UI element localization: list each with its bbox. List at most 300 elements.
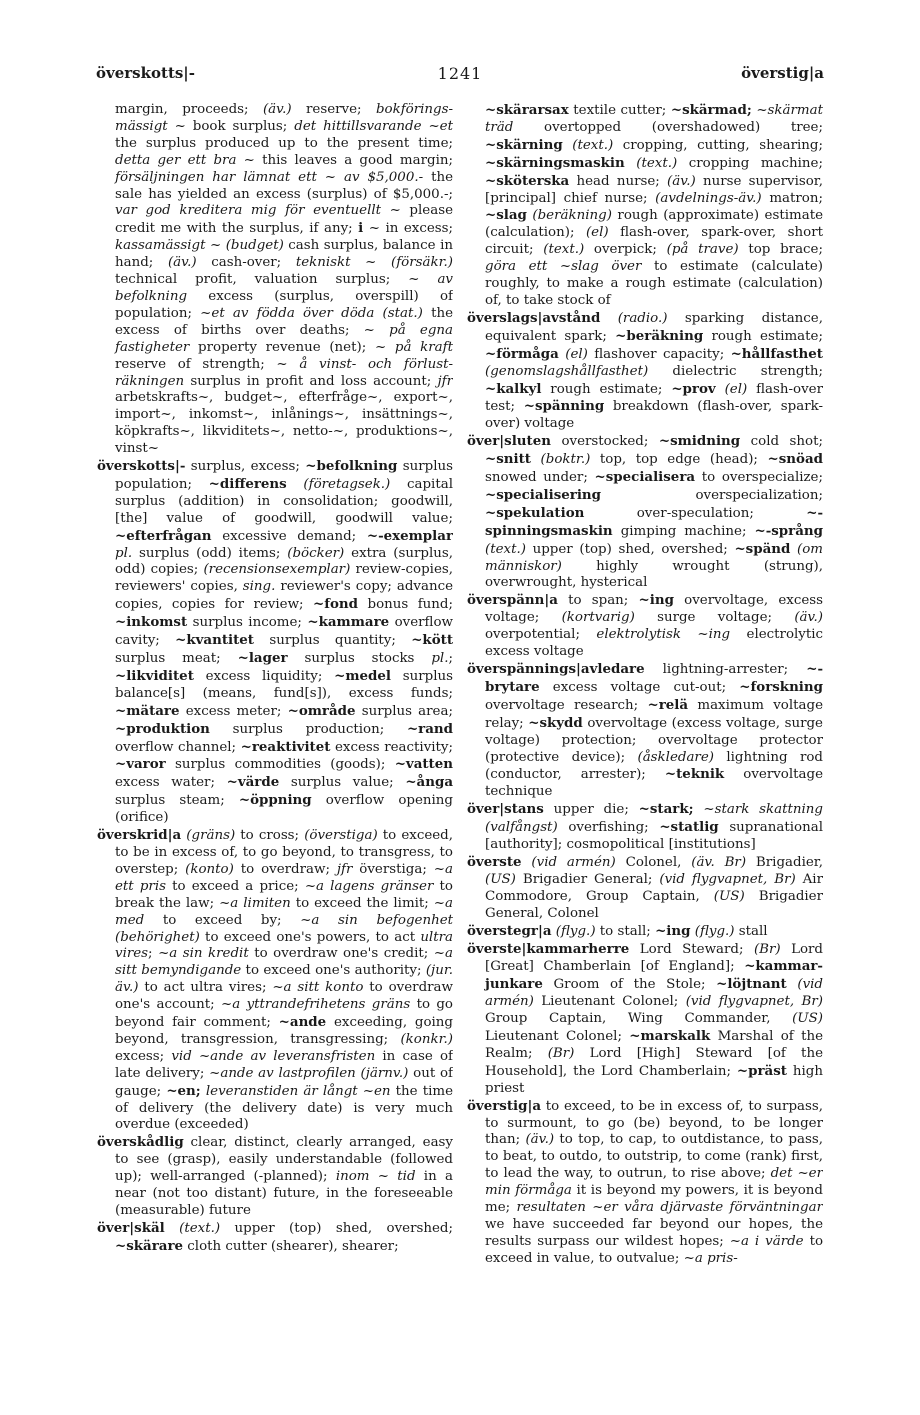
headword: överste|kammarherre: [467, 940, 630, 957]
usage-note: jfr: [437, 373, 453, 389]
headword: överskrid|a: [97, 827, 182, 844]
usage-note: (flyg.): [555, 923, 596, 939]
entry-text: Lord [High] Steward [of the Household], the Lord Chamberlain;: [485, 1045, 823, 1079]
usage-note: ~a sitt konto: [272, 980, 364, 996]
usage-note: (äv.): [667, 173, 696, 189]
entry-text: [563, 138, 573, 153]
entry-text: surplus income;: [187, 615, 308, 631]
sub-headword: ~kvantitet: [175, 632, 254, 649]
usage-note: (äv.): [262, 102, 292, 117]
dictionary-entry: [467, 801, 823, 854]
entry-text: we have succeeded far beyond our hopes, the results surpass our wildest hopes;: [485, 1217, 823, 1249]
entry-text: breakdown (flash-over, spark-over) voltage: [485, 399, 823, 432]
entry-text: to top, to cap, to outdistance, to pass, to beat, to outdo, to outstrip, to come (rank) first, to lead the way, to outrun, to rise above;: [485, 1132, 823, 1182]
entry-text: Air Commodore, Group Captain,: [485, 871, 823, 904]
usage-note: (Br): [753, 941, 781, 957]
usage-note: på kraft: [394, 339, 453, 355]
entry-text: to overdraw;: [233, 861, 337, 877]
headword: överspännings|avledare: [467, 661, 645, 677]
sub-headword: ~specialisering: [485, 486, 602, 503]
entry-text: review-copies, reviewers' copies,: [115, 562, 453, 595]
usage-note: (boktr.): [540, 452, 591, 468]
entry-text: to act ultra vires;: [138, 980, 273, 996]
entry-text: upper (top) shed, overshed;: [525, 541, 735, 557]
dictionary-entry: [467, 433, 823, 592]
usage-note: (recensionsexemplar): [203, 562, 351, 578]
usage-note: inom ~ tid: [335, 1169, 416, 1185]
dictionary-entry: [467, 854, 823, 923]
entry-text: [531, 452, 541, 467]
entry-text: overflow opening (orifice): [115, 793, 453, 826]
entry-text: [165, 1221, 179, 1236]
dictionary-entry: [97, 1220, 453, 1256]
entry-text: Marshal of the Realm;: [485, 1029, 823, 1061]
entry-text: flashover capacity;: [587, 346, 731, 362]
entry-text: Brigadier General;: [515, 871, 660, 887]
usage-note: pl.: [431, 651, 449, 666]
sub-headword: ~kalkyl: [485, 380, 542, 397]
entry-text: overvoltage (excess voltage, surge voltage) protection; overvoltage protector (protective device);: [485, 715, 823, 765]
sub-headword: ~sköterska: [485, 172, 570, 189]
sub-headword: ~område: [287, 702, 356, 719]
entry-text: Brigadier General, Colonel: [485, 888, 823, 921]
entry-text: ~ please credit me with the surplus, if any;: [115, 203, 453, 237]
usage-note: (flyg.): [694, 923, 735, 939]
entry-text: to overdraw one's account;: [115, 980, 453, 1013]
usage-note: ~a i värde: [729, 1233, 804, 1249]
sub-headword: ~spänd: [734, 540, 791, 557]
entry-text: top, top edge (head);: [590, 452, 768, 468]
dictionary-entry: [467, 310, 823, 433]
sub-headword: ~skärningsmaskin: [485, 154, 625, 171]
usage-note: ~ande av lastprofilen (järnv.): [209, 1065, 409, 1081]
entry-text: surplus (odd) items;: [132, 545, 288, 561]
sub-headword: ~-spinningsmaskin: [485, 504, 823, 539]
usage-note: göra ett ~slag över: [485, 259, 642, 275]
headword: överspänn|a: [467, 592, 558, 609]
entry-text: textile cutter;: [568, 103, 671, 118]
entry-text: Brigadier,: [746, 854, 823, 870]
usage-note: (radio.): [617, 310, 668, 326]
entry-text: överstiga;: [352, 861, 434, 877]
usage-note: ~a limiten: [219, 895, 291, 911]
dictionary-entry: [467, 661, 823, 801]
entry-text: cold shot;: [740, 434, 823, 450]
entry-text: upper (top) shed, overshed;: [220, 1220, 453, 1236]
entry-text: sparking distance, equivalent spark;: [485, 310, 823, 344]
usage-note: (på trave): [666, 242, 739, 258]
entry-text: to exceed one's authority;: [241, 963, 426, 979]
usage-note: (text.): [636, 155, 678, 171]
usage-note: (vid flygvapnet, Br): [685, 994, 823, 1010]
dictionary-entry: [97, 458, 453, 827]
entry-text: to estimate (calculate) roughly, to make a rough estimate (calculation) of, to take stock of: [485, 259, 823, 308]
dictionary-entry: [467, 923, 823, 941]
entry-text: overvoltage, excess voltage;: [485, 593, 823, 626]
usage-note: det hittillsvarande ~et: [294, 118, 453, 134]
entry-text: [694, 802, 704, 817]
entry-text: [787, 977, 798, 992]
headword: överskådlig: [97, 1134, 184, 1151]
entry-text: overtopped (overshadowed) tree;: [513, 119, 823, 135]
entry-text: overspecialization;: [601, 487, 823, 503]
entry-text: to exceed, to be in excess of, to surpass, to surmount, to go (be) beyond, to be longer than;: [485, 1098, 823, 1148]
entry-text: gimping machine;: [612, 523, 755, 539]
entry-text: the surplus produced up to the present time;: [115, 135, 453, 151]
entry-text: Lieutenant Colonel;: [533, 994, 686, 1010]
entry-text: overstocked;: [550, 434, 659, 450]
usage-note: (text.): [572, 137, 614, 153]
headword: överskotts|-: [97, 458, 186, 475]
sub-headword: ~snitt: [485, 451, 531, 468]
sub-headword: ~ing: [638, 592, 674, 609]
sub-headword: ~kammare: [307, 614, 390, 631]
usage-note: (jur. äv.): [115, 963, 453, 996]
usage-note: resultaten ~er våra djärvaste förväntningar: [516, 1200, 823, 1216]
sub-headword: ~mätare: [115, 702, 180, 719]
entry-text: [287, 477, 304, 492]
entry-text: to exceed the limit;: [290, 895, 434, 911]
entry-text: Lord Steward;: [629, 941, 754, 957]
entry-text: excess (surplus, overspill) of population;: [115, 288, 453, 321]
entry-text: to cross;: [235, 828, 305, 844]
sub-headword: ~skärning: [485, 136, 563, 153]
usage-note: elektrolytisk ~ing: [596, 627, 731, 643]
usage-note: ~a lagens gränser: [304, 878, 434, 894]
entry-text: ~: [205, 238, 226, 254]
entry-text: high priest: [485, 1063, 823, 1096]
usage-note: (om människor): [485, 541, 823, 574]
usage-note: på egna fastigheter: [115, 322, 453, 355]
usage-note: sing.: [242, 579, 276, 595]
usage-note: ~a med: [115, 895, 453, 928]
entry-text: ;: [148, 946, 159, 962]
sub-headword: ~spänning: [523, 398, 605, 415]
sub-headword: ~likviditet: [115, 667, 194, 684]
usage-note: (US): [485, 871, 516, 887]
sub-headword: ~befolkning: [305, 458, 398, 475]
entry-text: to exceed one's powers, to act: [199, 929, 421, 945]
entry-text: [600, 311, 617, 326]
usage-note: (gräns): [186, 828, 236, 844]
entry-text: head nurse;: [569, 173, 668, 189]
entry-text: upper die;: [543, 802, 639, 818]
dictionary-entry: [97, 827, 453, 1134]
entry-text: extra (surplus, odd) copies;: [115, 545, 453, 578]
sub-headword: ~kött: [411, 632, 453, 649]
usage-note: bokförings-mässigt: [115, 102, 453, 134]
right-guide-word: överstig|a: [741, 64, 824, 82]
usage-note: (vid flygvapnet, Br): [659, 871, 796, 887]
sub-headword: ~hållfasthet: [730, 345, 823, 362]
entry-text: over-speculation;: [584, 505, 807, 521]
usage-note: (äv. Br): [691, 854, 747, 870]
entry-text: Lord [Great] Chamberlain [of England];: [485, 941, 823, 975]
entry-text: excess meter;: [179, 703, 288, 719]
usage-note: ~a sitt bemyndigande: [115, 946, 453, 979]
headword: över|stans: [467, 801, 544, 818]
entry-text: to go beyond fair comment;: [115, 997, 453, 1031]
entry-text: cloth cutter (shearer), shearer;: [183, 1238, 399, 1254]
entry-text: overflow channel;: [115, 739, 241, 755]
sub-headword: ~-brytare: [485, 661, 823, 695]
entry-text: surplus in profit and loss account;: [184, 373, 438, 389]
entry-text: highly wrought (strung), overwrought, hysterical: [485, 558, 823, 591]
usage-note: (överstiga): [304, 828, 378, 844]
entry-text: lightning rod (conductor, arrester);: [485, 749, 823, 783]
entry-continuation: [97, 102, 453, 458]
entry-text: out of gauge;: [115, 1065, 453, 1099]
sub-headword: ~kammar-junkare: [485, 958, 823, 993]
sub-headword: ~ånga: [405, 774, 453, 791]
usage-note: å vinst- och förlust-räkningen: [115, 356, 453, 389]
entry-text: bonus fund;: [358, 597, 453, 613]
usage-note: ~skärmat träd: [485, 103, 823, 135]
sub-headword: ~snöad: [767, 451, 823, 468]
usage-note: pl.: [115, 545, 133, 561]
sub-headword: ~fond: [313, 596, 359, 613]
entry-text: excessive demand;: [211, 528, 367, 544]
entry-text: excess water;: [115, 775, 227, 791]
entry-text: it is beyond my powers, it is beyond me;: [485, 1183, 823, 1216]
sub-headword: ~efterfrågan: [115, 527, 212, 544]
usage-note: (genomslagshållfasthet): [485, 363, 649, 379]
sub-headword: ~skydd: [528, 714, 583, 731]
entry-text: the time of delivery (the delivery date) is very much overdue (exceeded): [115, 1083, 453, 1133]
sub-headword: ~löjtnant: [716, 976, 787, 993]
entry-text: flash-over test;: [485, 381, 823, 415]
entry-text: ~: [350, 255, 391, 271]
usage-note: (äv.): [525, 1132, 555, 1148]
sub-headword: ~smidning: [658, 433, 741, 450]
sub-headword: ~spekulation: [485, 504, 585, 521]
entry-text: Groom of the Stole;: [542, 977, 717, 993]
usage-note: (konkr.): [400, 1031, 453, 1047]
entry-text: surplus stocks: [287, 651, 432, 666]
entry-text: to exceed a price;: [165, 878, 305, 894]
headword: över|skäl: [97, 1219, 165, 1236]
entry-text: surplus meat;: [115, 651, 238, 666]
sub-headword: ~reaktivitet: [240, 738, 331, 755]
sub-headword: ~öppning: [238, 792, 312, 809]
usage-note: (el): [724, 381, 748, 397]
usage-note: (försäkr.): [390, 255, 453, 271]
page-number: 1241: [437, 64, 483, 83]
sub-headword: ~skärmad;: [670, 102, 752, 118]
headword: överstegr|a: [467, 922, 552, 939]
entry-text: ;: [448, 651, 453, 666]
entry-text: maximum voltage relay;: [485, 697, 823, 731]
entry-text: overpotential;: [485, 627, 597, 643]
sub-headword: ~teknik: [664, 766, 725, 783]
entry-text: flash-over, spark-over, short circuit;: [485, 225, 823, 258]
entry-text: overvoltage technique: [485, 767, 823, 800]
sub-headword: ~-exemplar: [366, 527, 453, 544]
entry-text: to stall;: [595, 923, 656, 939]
usage-note: (äv.): [794, 610, 823, 626]
entry-text: to exceed, to be in excess of, to go beyond, to transgress, to overstep;: [115, 828, 453, 877]
entry-text: in case of late delivery;: [115, 1048, 453, 1081]
entry-text: technical profit, valuation surplus; ~: [115, 272, 438, 288]
usage-note: (avdelnings-äv.): [655, 190, 762, 206]
usage-note: ~et av födda över döda (stat.): [200, 305, 423, 321]
usage-note: (kortvarig): [561, 610, 635, 626]
entry-text: top brace;: [738, 242, 823, 258]
entry-text: property revenue (net); ~: [189, 339, 395, 355]
entry-text: in a near (not too distant) future, in the foreseeable (measurable) future: [115, 1169, 453, 1218]
sub-headword: ~stark;: [638, 801, 694, 818]
entry-text: Group Captain, Wing Commander,: [485, 1011, 793, 1027]
sub-headword: ~relä: [647, 696, 689, 713]
entry-text: to break the law;: [115, 878, 453, 911]
usage-note: (el): [565, 346, 588, 362]
usage-note: (US): [713, 888, 745, 904]
entry-text: electrolytic excess voltage: [485, 627, 823, 660]
usage-note: tekniskt: [295, 255, 351, 271]
usage-note: (text.): [485, 541, 526, 557]
entry-continuation: [467, 102, 823, 310]
entry-text: [716, 382, 725, 397]
sub-headword: ~vatten: [394, 756, 453, 773]
entry-text: surge voltage;: [634, 610, 795, 626]
usage-note: leveranstiden är långt ~en: [205, 1083, 391, 1099]
entry-text: snowed under;: [485, 470, 595, 486]
sub-headword: ~lager: [237, 650, 288, 666]
entry-text: reviewer's copy; advance copies, copies for review;: [115, 579, 453, 613]
entry-text: overflow cavity;: [115, 615, 453, 649]
usage-note: (text.): [543, 242, 585, 258]
headword: överstig|a: [467, 1097, 542, 1114]
sub-headword: ~präst: [736, 1062, 787, 1079]
entry-text: cash surplus, balance in hand;: [115, 238, 453, 271]
usage-note: (beräkning): [532, 208, 612, 224]
sub-headword: ~differens: [208, 475, 287, 492]
entry-text: ~ in excess;: [363, 221, 453, 237]
entry-text: Lieutenant Colonel;: [485, 1029, 630, 1045]
headword: över|sluten: [467, 433, 551, 450]
entry-text: surplus steam;: [115, 793, 239, 809]
entry-text: reserve of strength; ~: [115, 356, 300, 372]
entry-text: the sale has yielded an excess (surplus) of $5,000.-;: [115, 169, 453, 202]
usage-note: ~a pris-: [683, 1250, 738, 1266]
entry-text: stall: [734, 923, 768, 939]
entry-text: [625, 156, 637, 171]
usage-note: vid ~ande av leveransfristen: [171, 1048, 376, 1064]
sub-headword: ~forskning: [739, 678, 823, 695]
sub-headword: ~inkomst: [115, 614, 188, 631]
sub-headword: ~medel: [334, 667, 391, 684]
entry-text: to exceed by;: [144, 912, 301, 928]
usage-note: (företagsek.): [303, 476, 391, 492]
entry-text: to overdraw one's credit;: [248, 946, 434, 962]
entry-text: lightning-arrester;: [644, 662, 807, 677]
usage-note: (Br): [547, 1045, 575, 1061]
usage-note: (böcker): [287, 545, 345, 561]
usage-note: ~a yttrandefrihetens gräns: [221, 997, 411, 1013]
entry-text: clear, distinct, clearly arranged, easy to see (grasp), easily understandable (followed up); well-arranged (-planned);: [115, 1135, 453, 1185]
sub-headword: ~-språng: [754, 522, 823, 539]
sub-headword: ~värde: [226, 774, 280, 791]
entry-text: margin, proceeds;: [115, 102, 263, 117]
usage-note: (el): [585, 225, 609, 241]
sub-headword: ~varor: [115, 756, 166, 773]
sub-headword: ~ing: [655, 922, 691, 939]
page-header: [96, 64, 824, 88]
usage-note: ultra vires: [115, 929, 453, 962]
usage-note: (äv.): [167, 255, 197, 271]
sub-headword: ~beräkning: [615, 327, 704, 344]
entry-text: exceeding, going beyond, transgression, transgressing;: [115, 1015, 453, 1047]
dictionary-entry: [97, 1134, 453, 1220]
usage-note: (vid armén): [531, 854, 616, 870]
usage-note: var god kreditera mig för eventuellt: [115, 203, 382, 219]
entry-text: overfishing;: [557, 820, 660, 836]
sub-headword: ~en;: [166, 1082, 201, 1099]
entry-text: cropping, cutting, shearing;: [613, 137, 823, 153]
usage-note: ~stark skattning (valfångst): [485, 802, 823, 836]
entry-text: cropping machine;: [677, 155, 823, 171]
usage-note: av befolkning: [115, 272, 453, 304]
usage-note: detta ger ett bra: [115, 152, 237, 168]
entry-text: ~ book surplus;: [167, 118, 295, 134]
sub-headword: ~ande: [278, 1014, 327, 1031]
usage-note: (konto): [185, 861, 234, 877]
entry-text: [522, 855, 532, 870]
entry-text: excess;: [115, 1048, 172, 1064]
entry-text: surplus balance[s] (means, fund[s]), excess funds;: [115, 668, 453, 701]
usage-note: ~a sin kredit: [158, 946, 249, 962]
entry-text: ~ this leaves a good margin;: [236, 152, 453, 168]
usage-note: jfr: [336, 861, 353, 877]
entry-text: surplus production;: [209, 721, 407, 737]
entry-text: to exceed in value, to outvalue;: [485, 1233, 823, 1266]
entry-text: arbetskrafts~, budget~, efterfråge~, export~, import~, inkomst~, inlånings~, insättnings~, köpkrafts~, likviditets~, netto-~, produktions~, vinst~: [115, 390, 453, 457]
sub-headword: ~statlig: [659, 819, 719, 836]
sub-headword: ~rand: [406, 720, 453, 737]
entry-text: excess reactivity;: [330, 739, 453, 755]
entry-text: Colonel,: [615, 854, 692, 870]
entry-text: overvoltage research;: [485, 697, 648, 713]
entry-text: excess voltage cut-out;: [539, 679, 740, 695]
usage-note: (US): [792, 1011, 823, 1027]
entry-text: matron;: [761, 190, 823, 206]
headword: överslags|avstånd: [467, 309, 601, 326]
entry-text: surplus commodities (goods);: [165, 757, 395, 773]
entry-text: nurse supervisor, [principal] chief nurse;: [485, 173, 823, 206]
entry-text: the excess of births over deaths; ~: [115, 305, 453, 338]
dictionary-entry: [467, 941, 823, 1098]
usage-note: (budget): [225, 238, 284, 254]
entry-text: cash-over;: [196, 255, 296, 271]
headword: överste: [467, 853, 522, 870]
entry-text: rough (approximate) estimate (calculation);: [485, 208, 823, 241]
usage-note: ~a ett pris: [115, 861, 453, 894]
usage-note: (åskledare): [637, 749, 714, 765]
entry-text: surplus quantity;: [254, 633, 412, 649]
right-column: [467, 102, 823, 1332]
usage-note: ~a sin befogenhet (behörighet): [115, 912, 453, 945]
dictionary-entry: [467, 1098, 823, 1268]
sub-headword: ~specialisera: [594, 469, 696, 486]
sub-headword: ~marskalk: [629, 1028, 711, 1045]
entry-text: to span;: [557, 593, 639, 609]
sub-headword: ~skärarsax: [485, 102, 569, 118]
sub-headword: ~slag: [485, 207, 527, 224]
entry-text: supranational [authority]; cosmopolitical [institutions]: [485, 820, 823, 853]
usage-note: det ~er min förmåga: [485, 1166, 823, 1199]
entry-text: overpick;: [584, 242, 667, 258]
usage-note: försäljningen har lämnat ett ~ av $5,000.-: [115, 169, 424, 185]
